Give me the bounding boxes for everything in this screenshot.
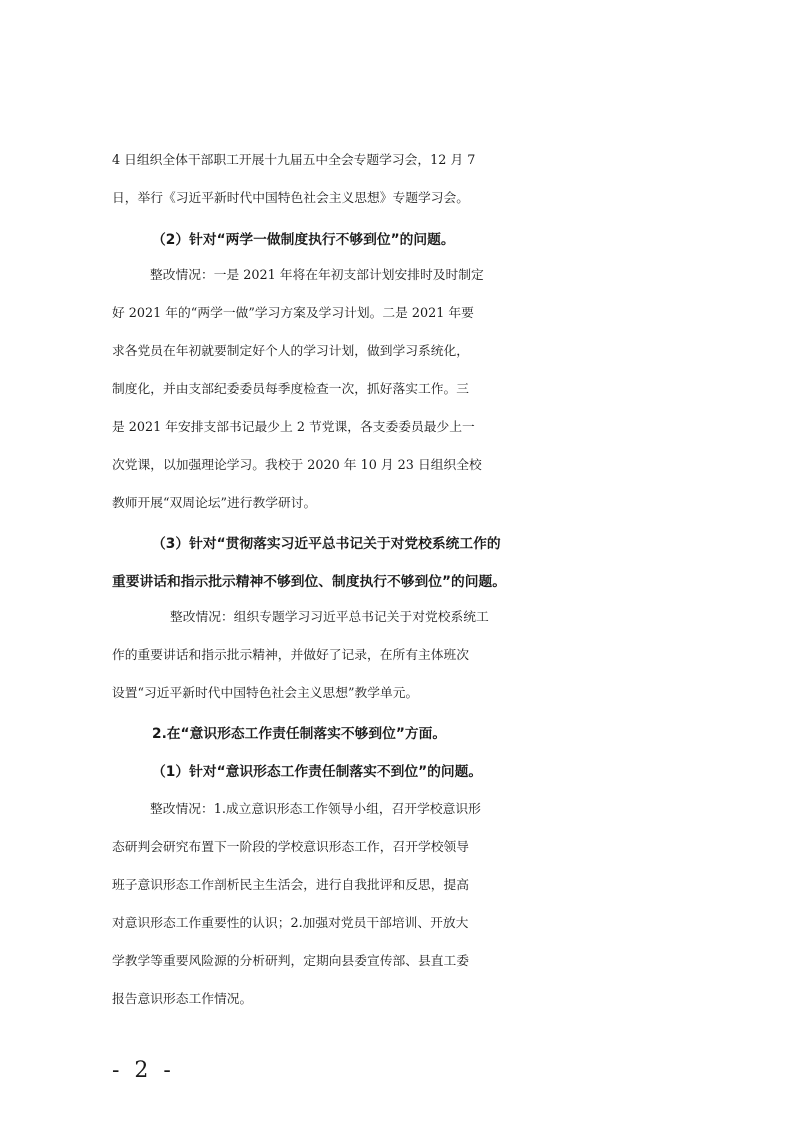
section-heading: 重要讲话和指示批示精神不够到位、制度执行不够到位”的问题。 (112, 574, 507, 590)
body-line: 好 2021 年的“两学一做”学习方案及学习计划。二是 2021 年要 (112, 306, 474, 321)
section-heading: （2）针对“两学一做制度执行不够到位”的问题。 (152, 232, 455, 248)
body-line: 是 2021 年安排支部书记最少上 2 节党课，各支委委员最少上一 (112, 420, 475, 435)
body-line: 日，举行《习近平新时代中国特色社会主义思想》专题学习会。 (112, 191, 469, 206)
body-line: 学教学等重要风险源的分析研判，定期向县委宣传部、县直工委 (112, 954, 469, 969)
body-line: 作的重要讲话和指示批示精神，并做好了记录，在所有主体班次 (112, 648, 469, 663)
body-line: 对意识形态工作重要性的认识；2.加强对党员干部培训、开放大 (112, 916, 469, 931)
body-line: 教师开展“双周论坛”进行教学研讨。 (112, 496, 317, 511)
page-number: - 2 - (112, 1058, 175, 1083)
body-line: 态研判会研究布置下一阶段的学校意识形态工作，召开学校领导 (112, 840, 469, 855)
body-line: 次党课，以加强理论学习。我校于 2020 年 10 月 23 日组织全校 (112, 458, 482, 473)
body-line: 班子意识形态工作剖析民主生活会，进行自我批评和反思，提高 (112, 878, 469, 893)
section-heading: （1）针对“意识形态工作责任制落实不到位”的问题。 (152, 764, 483, 780)
body-line: 整改情况：组织专题学习习近平总书记关于对党校系统工 (170, 610, 489, 625)
body-line: 整改情况：一是 2021 年将在年初支部计划安排时及时制定 (150, 268, 484, 283)
body-line: 制度化，并由支部纪委委员每季度检查一次，抓好落实工作。三 (112, 382, 469, 397)
body-line: 整改情况：1.成立意识形态工作领导小组，召开学校意识形 (150, 802, 481, 817)
section-heading: 2.在“意识形态工作责任制落实不够到位”方面。 (152, 726, 447, 742)
section-heading: （3）针对“贯彻落实习近平总书记关于对党校系统工作的 (152, 536, 501, 552)
body-line: 报告意识形态工作情况。 (112, 992, 253, 1007)
body-line: 求各党员在年初就要制定好个人的学习计划，做到学习系统化， (112, 344, 469, 359)
body-line: 设置“习近平新时代中国特色社会主义思想”教学单元。 (112, 686, 419, 701)
body-line: 4 日组织全体干部职工开展十九届五中全会专题学习会，12 月 7 (112, 153, 476, 168)
